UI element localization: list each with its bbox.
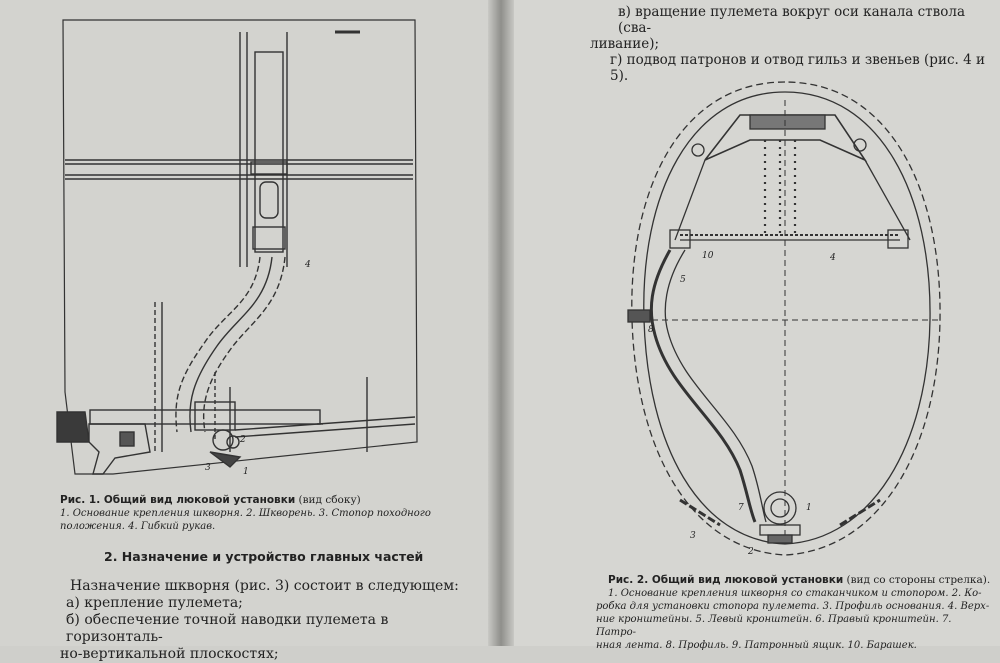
fig2-label-7: 7 (738, 503, 744, 513)
right-top-line: ливание); (590, 36, 660, 52)
fig2-label-1: 1 (806, 503, 812, 513)
figure2-legend-line: робка для установки стопора пулемета. 3. Профиль основания. 4. Верх- (596, 601, 990, 612)
figure1-caption-rest: (вид сбоку) (298, 494, 361, 506)
figure1-caption (60, 494, 460, 533)
fig2-label-4: 4 (830, 253, 836, 263)
figure2-caption (596, 574, 991, 652)
section-title: 2. Назначение и устройство главных частей (104, 549, 424, 564)
left-body-line: а) крепление пулемета; (66, 595, 243, 611)
figure2-legend-line: нная лента. 8. Профиль. 9. Патронный ящик. 10. Барашек. (596, 640, 917, 651)
right-top-line: г) подвод патронов и отвод гильз и звеньев (рис. 4 и 5). (610, 52, 985, 84)
figure1-legend-line2: положения. 4. Гибкий рукав. (60, 521, 216, 532)
fig1-label-4: 4 (305, 260, 311, 270)
figure1-drawing (55, 12, 435, 482)
fig2-label-2: 2 (748, 547, 754, 557)
left-body-line: но-вертикальной плоскостях; (60, 646, 279, 662)
left-body-line: б) обеспечение точной наводки пулемета в горизонталь- (66, 612, 389, 645)
left-body-line: Назначение шкворня (рис. 3) состоит в следующем: (70, 578, 459, 594)
fig2-label-5: 5 (680, 275, 686, 285)
book-gutter (488, 0, 514, 646)
figure1-caption-lead: Рис. 1. Общий вид люковой установки (60, 494, 296, 506)
figure2-drawing (610, 70, 960, 570)
figure2-legend-line: 1. Основание крепления шкворня со стаканчиком и стопором. 2. Ко- (608, 588, 982, 599)
fig1-label-2: 2 (240, 435, 246, 445)
figure2-caption-rest: (вид со стороны стрелка). (846, 574, 991, 586)
fig2-label-3: 3 (690, 531, 696, 541)
right-top-line: в) вращение пулемета вокруг оси канала ствола (сва- (618, 4, 965, 36)
figure2-legend-line: ние кронштейны. 5. Левый кронштейн. 6. Правый кронштейн. 7. Патро- (596, 614, 952, 638)
fig1-label-1: 1 (243, 467, 249, 477)
fig2-label-10: 10 (702, 251, 714, 261)
figure1-legend-line1: 1. Основание крепления шкворня. 2. Шкворень. 3. Стопор походного (60, 508, 431, 519)
left-body-text (60, 578, 476, 663)
figure2-caption-lead: Рис. 2. Общий вид люковой установки (608, 574, 844, 586)
fig1-label-3: 3 (205, 463, 211, 473)
fig2-label-8: 8 (648, 325, 654, 335)
